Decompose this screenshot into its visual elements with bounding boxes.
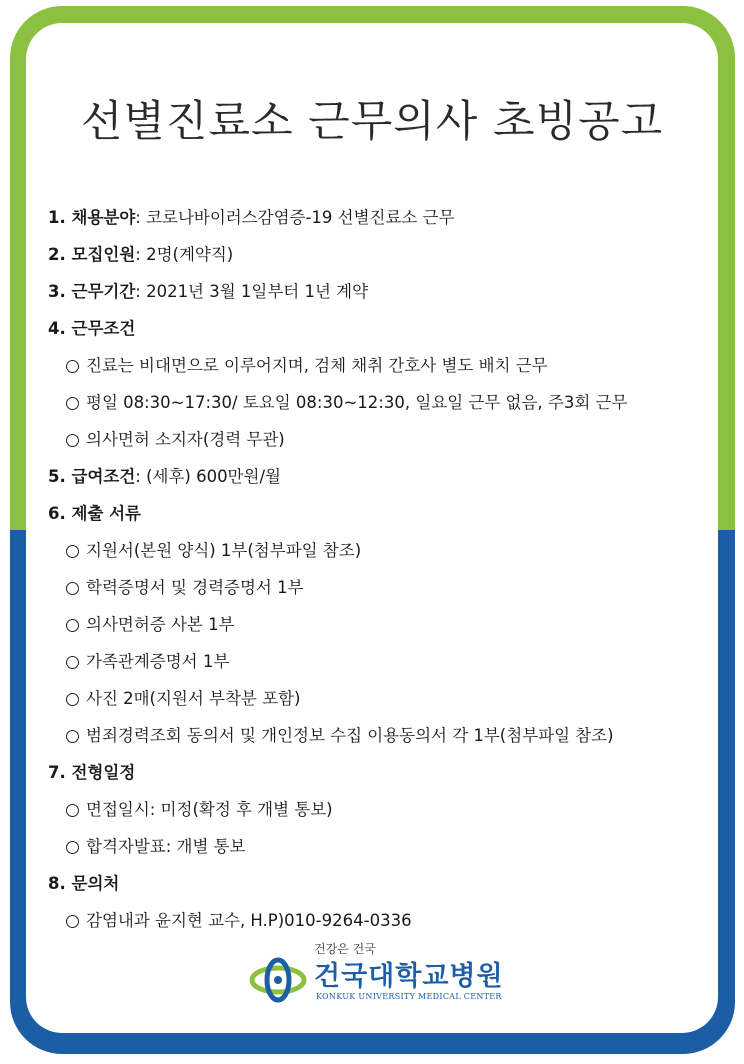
section-detail: : 2021년 3월 1일부터 1년 계약 <box>135 282 369 301</box>
section-title: 전형일정 <box>71 763 136 782</box>
circle-bullet-icon <box>66 804 79 817</box>
condition-item <box>48 422 718 459</box>
section-number: 6. <box>48 504 66 523</box>
section-heading <box>48 311 718 348</box>
logo-english-name: KONKUK UNIVERSITY MEDICAL CENTER <box>316 992 502 1001</box>
section-heading <box>48 237 718 274</box>
section-heading <box>48 459 718 496</box>
condition-text: 평일 08:30~17:30/ 토요일 08:30~12:30, 일요일 근무 없음, 주3회 근무 <box>86 393 628 412</box>
circle-bullet-icon <box>66 619 79 632</box>
condition-item <box>48 829 718 866</box>
condition-item <box>48 348 718 385</box>
condition-text: 사진 2매(지원서 부착분 포함) <box>86 689 301 708</box>
circle-bullet-icon <box>66 841 79 854</box>
condition-text: 감염내과 윤지현 교수, H.P)010-9264-0336 <box>86 911 412 930</box>
condition-text: 범죄경력조회 동의서 및 개인정보 수집 이용동의서 각 1부(첨부파일 참조) <box>86 726 614 745</box>
notice-content <box>48 200 718 940</box>
section-heading <box>48 200 718 237</box>
section-title: 급여조건 <box>71 467 136 486</box>
condition-item <box>48 533 718 570</box>
section-heading <box>48 274 718 311</box>
condition-item <box>48 644 718 681</box>
konkuk-logo-icon <box>248 954 308 1004</box>
hospital-logo <box>248 940 508 1010</box>
condition-text: 면접일시: 미정(확정 후 개별 통보) <box>86 800 333 819</box>
circle-bullet-icon <box>66 915 79 928</box>
section-heading <box>48 866 718 903</box>
circle-bullet-icon <box>66 434 79 447</box>
condition-text: 학력증명서 및 경력증명서 1부 <box>86 578 304 597</box>
section-detail: : 2명(계약직) <box>135 245 234 264</box>
circle-bullet-icon <box>66 656 79 669</box>
section-title: 모집인원 <box>71 245 136 264</box>
condition-text: 의사면허 소지자(경력 무관) <box>86 430 285 449</box>
condition-item <box>48 385 718 422</box>
circle-bullet-icon <box>66 730 79 743</box>
condition-item <box>48 681 718 718</box>
page-title: 선별진료소 근무의사 초빙공고 <box>80 97 664 147</box>
condition-text: 지원서(본원 양식) 1부(첨부파일 참조) <box>86 541 362 560</box>
section-title: 근무조건 <box>71 319 136 338</box>
logo-hospital-name: 건국대학교병원 <box>314 961 504 992</box>
condition-text: 합격자발표: 개별 통보 <box>86 837 246 856</box>
condition-item <box>48 718 718 755</box>
circle-bullet-icon <box>66 582 79 595</box>
condition-item <box>48 607 718 644</box>
section-heading <box>48 755 718 792</box>
section-number: 3. <box>48 282 66 301</box>
section-number: 8. <box>48 874 66 893</box>
section-title: 문의처 <box>71 874 120 893</box>
circle-bullet-icon <box>66 397 79 410</box>
section-detail: : 코로나바이러스감염증-19 선별진료소 근무 <box>135 208 455 227</box>
condition-text: 진료는 비대면으로 이루어지며, 검체 채취 간호사 별도 배치 근무 <box>86 356 548 375</box>
circle-bullet-icon <box>66 545 79 558</box>
section-number: 2. <box>48 245 66 264</box>
section-title: 채용분야 <box>71 208 136 227</box>
circle-bullet-icon <box>66 360 79 373</box>
section-number: 5. <box>48 467 66 486</box>
section-heading <box>48 496 718 533</box>
condition-item <box>48 570 718 607</box>
section-number: 1. <box>48 208 66 227</box>
condition-item <box>48 903 718 940</box>
circle-bullet-icon <box>66 693 79 706</box>
condition-text: 가족관계증명서 1부 <box>86 652 230 671</box>
section-detail: : (세후) 600만원/월 <box>135 467 281 486</box>
section-number: 7. <box>48 763 66 782</box>
logo-slogan: 건강은 건국 <box>314 942 376 956</box>
section-title: 근무기간 <box>71 282 136 301</box>
section-number: 4. <box>48 319 66 338</box>
condition-text: 의사면허증 사본 1부 <box>86 615 235 634</box>
condition-item <box>48 792 718 829</box>
section-title: 제출 서류 <box>71 504 142 523</box>
